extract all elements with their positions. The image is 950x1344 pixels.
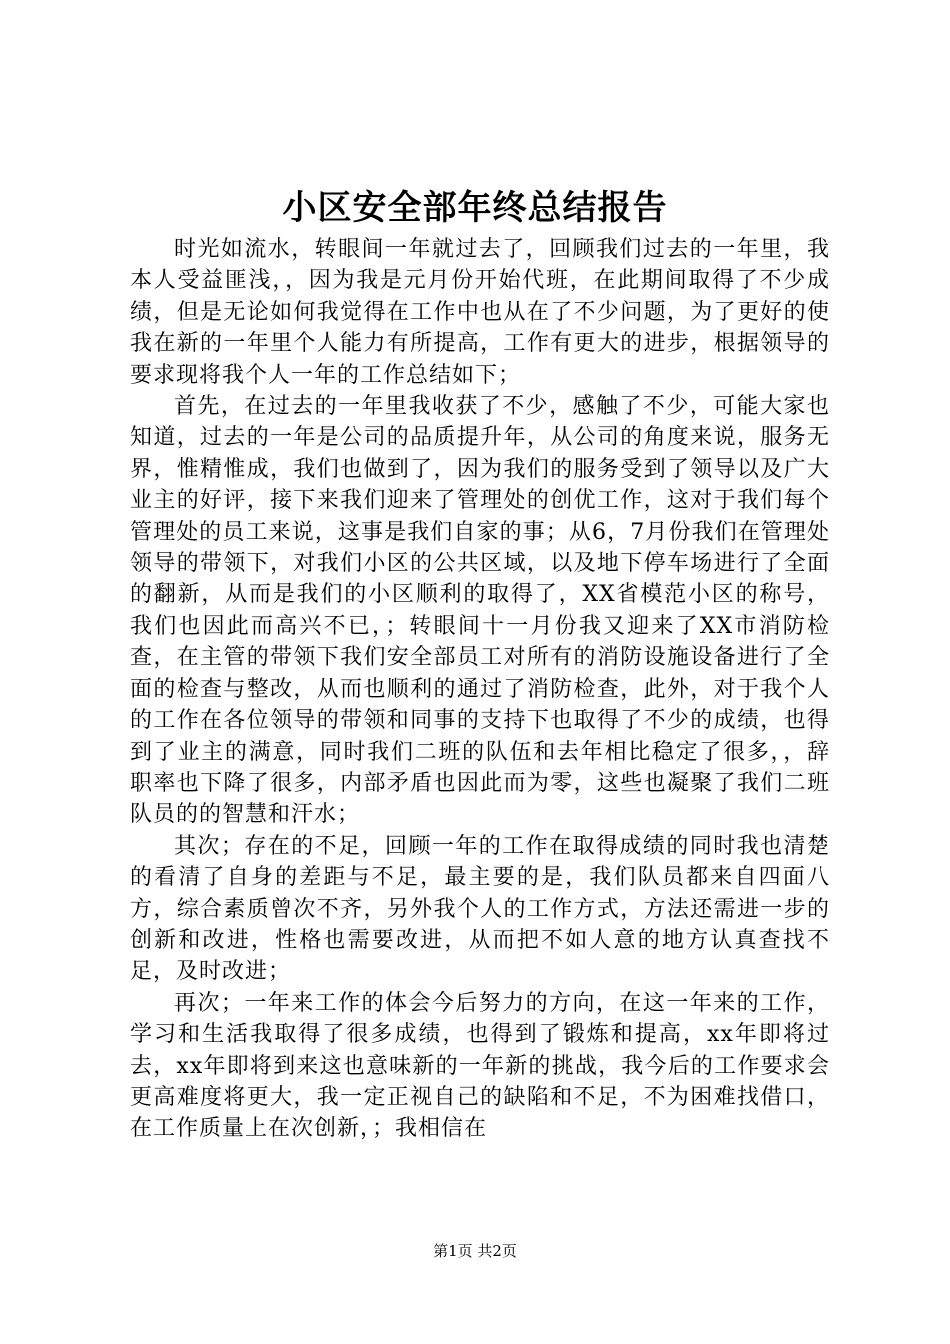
paragraph-first: 首先，在过去的一年里我收获了不少，感触了不少，可能大家也知道，过去的一年是公司的品质提升年，从公司的角度来说，服务无界，惟精惟成，我们也做到了，因为我们的服务受到了领导以及广大业主的好评，接下来我们迎来了管理处的创优工作，这对于我们每个管理处的员工来说，这事是我们自家的事；从6，7月份我们在管理处领导的带领下，对我们小区的公共区域，以及地下停车场进行了全面的翻新，从而是我们的小区顺利的取得了，XX省模范小区的称号，我们也因此而高兴不已，；转眼间十一月份我又迎来了XX市消防检查，在主管的带领下我们安全部员工对所有的消防设施设备进行了全面的检查与整改，从而也顺利的通过了消防检查，此外，对于我个人的工作在各位领导的带领和同事的支持下也取得了不少的成绩，也得到了业主的满意，同时我们二班的队伍和去年相比稳定了很多，，辞职率也下降了很多，内部矛盾也因此而为零，这些也凝聚了我们二班队员的的智慧和汗水；	[130, 394, 830, 828]
paragraph-third: 再次；一年来工作的体会今后努力的方向，在这一年来的工作，学习和生活我取得了很多成绩，也得到了锻炼和提高，xx年即将过去，xx年即将到来这也意味新的一年新的挑战，我今后的工作要求会更高难度将更大，我一定正视自己的缺陷和不足，不为困难找借口，在工作质量上在次创新，；我相信在	[130, 990, 830, 1142]
paragraph-intro: 时光如流水，转眼间一年就过去了，回顾我们过去的一年里，我本人受益匪浅，，因为我是元月份开始代班，在此期间取得了不少成绩，但是无论如何我觉得在工作中也从在了不少问题，为了更好的使我在新的一年里个人能力有所提高，工作有更大的进步，根据领导的要求现将我个人一年的工作总结如下；	[130, 237, 830, 388]
page-number-footer: 第1页 共2页	[433, 1242, 517, 1260]
document-title: 小区安全部年终总结报告	[282, 188, 668, 228]
document-body	[130, 234, 830, 1145]
paragraph-second: 其次；存在的不足，回顾一年的工作在取得成绩的同时我也清楚的看清了自身的差距与不足，最主要的是，我们队员都来自四面八方，综合素质曾次不齐，另外我个人的工作方式，方法还需进一步的创新和改进，性格也需要改进，从而把不如人意的地方认真查找不足，及时改进；	[130, 833, 830, 985]
